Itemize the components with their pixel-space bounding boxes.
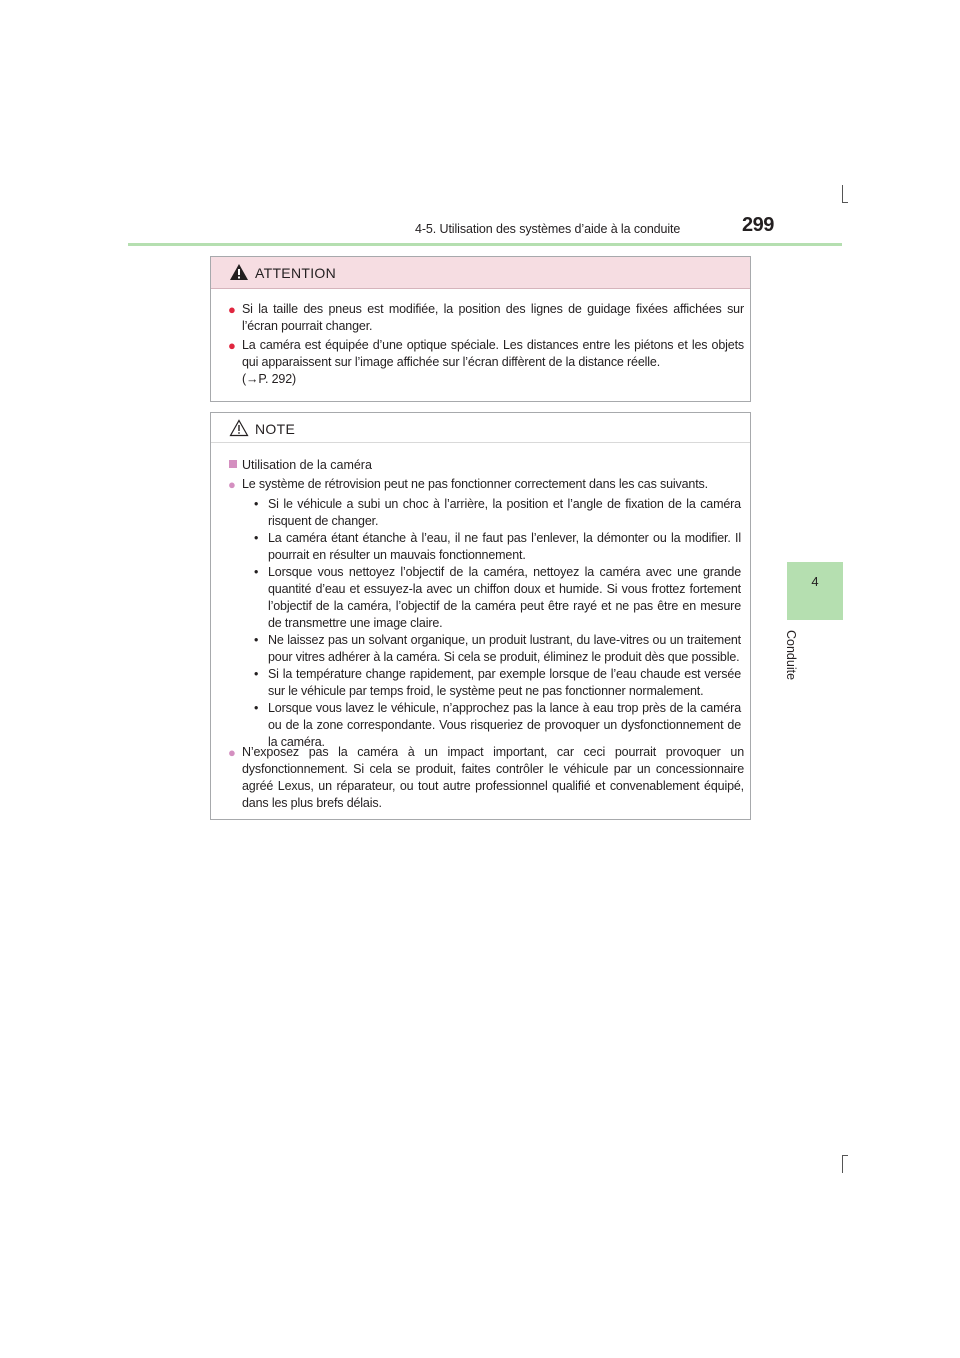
- chapter-number: 4: [811, 574, 819, 589]
- list-item: • Si le véhicule a subi un choc à l’arrière, la position et l’angle de fixation de la caméra risquent de changer.: [254, 497, 741, 528]
- list-item: • Ne laissez pas un solvant organique, un produit lustrant, du lave-vitres ou un traitement pour vitres adhérer à la caméra. Si cela se produit, éliminez le produit dès que possible.: [254, 633, 741, 664]
- page-number: 299: [742, 214, 774, 236]
- list-item: • Lorsque vous nettoyez l’objectif de la caméra, nettoyez la caméra avec une grande quantité d’eau et essuyez-la avec un chiffon doux et humide. Si vous frottez fortement l’objectif de la caméra, l’objectif de la caméra peut être rayé et ne pas être en mesure de transmettre une image claire.: [254, 565, 741, 630]
- crop-mark-top: [842, 185, 843, 203]
- bullet-icon: ●: [228, 302, 236, 317]
- note-sublist: [254, 496, 741, 751]
- chapter-name: Conduite: [784, 630, 798, 681]
- note-title: NOTE: [255, 421, 296, 437]
- note-header: [211, 413, 750, 443]
- bullet-icon: ●: [228, 745, 236, 760]
- attention-title: ATTENTION: [255, 265, 336, 281]
- section-title: 4-5. Utilisation des systèmes d’aide à la conduite: [415, 222, 681, 236]
- page-reference-link[interactable]: (→P. 292): [242, 372, 297, 386]
- list-item: • La caméra étant étanche à l’eau, il ne faut pas l’enlever, la démonter ou la modifier. Il pourrait en résulter un mauvais fonctionnement.: [254, 531, 741, 562]
- note-item: ● Le système de rétrovision peut ne pas fonctionner correctement dans les cas suivants.: [228, 477, 708, 492]
- warning-triangle-outline-icon: [229, 419, 249, 437]
- bullet-icon: ●: [228, 477, 236, 492]
- note-item: ● N’exposez pas la caméra à un impact important, car ceci pourrait provoquer un dysfonctionnement. Si cela se produit, faites contrôler le véhicule par un concessionnaire agréé Lexus, un réparateur, ou tout autre professionnel qualifié et convenablement équipé, dans les plus brefs délais.: [228, 745, 744, 810]
- warning-triangle-icon: [229, 263, 249, 281]
- header-rule: [128, 243, 842, 246]
- chapter-tab[interactable]: [787, 562, 843, 620]
- attention-item: ● Si la taille des pneus est modifiée, la position des lignes de guidage fixées affichées sur l’écran pourrait changer.: [228, 302, 744, 333]
- list-item: • Si la température change rapidement, par exemple lorsque de l’eau chaude est versée sur le véhicule par temps froid, le système peut ne pas fonctionner normalement.: [254, 667, 741, 698]
- list-item: • Lorsque vous lavez le véhicule, n’approchez pas la lance à eau trop près de la caméra ou de la zone correspondante. Vous risqueriez de provoquer un dysfonctionnement de la caméra.: [254, 701, 741, 749]
- bullet-icon: ●: [228, 338, 236, 353]
- attention-header: [211, 257, 750, 289]
- crop-mark-bottom: [842, 1155, 843, 1173]
- attention-box: [210, 256, 751, 402]
- note-box: [210, 412, 751, 820]
- attention-item: ● La caméra est équipée d’une optique spéciale. Les distances entre les piétons et les objets qui apparaissent sur l’image affichée sur l’écran diffèrent de la distance réelle. (→P. 292): [228, 338, 744, 386]
- note-heading: Utilisation de la caméra: [229, 457, 372, 474]
- square-bullet-icon: [229, 460, 237, 468]
